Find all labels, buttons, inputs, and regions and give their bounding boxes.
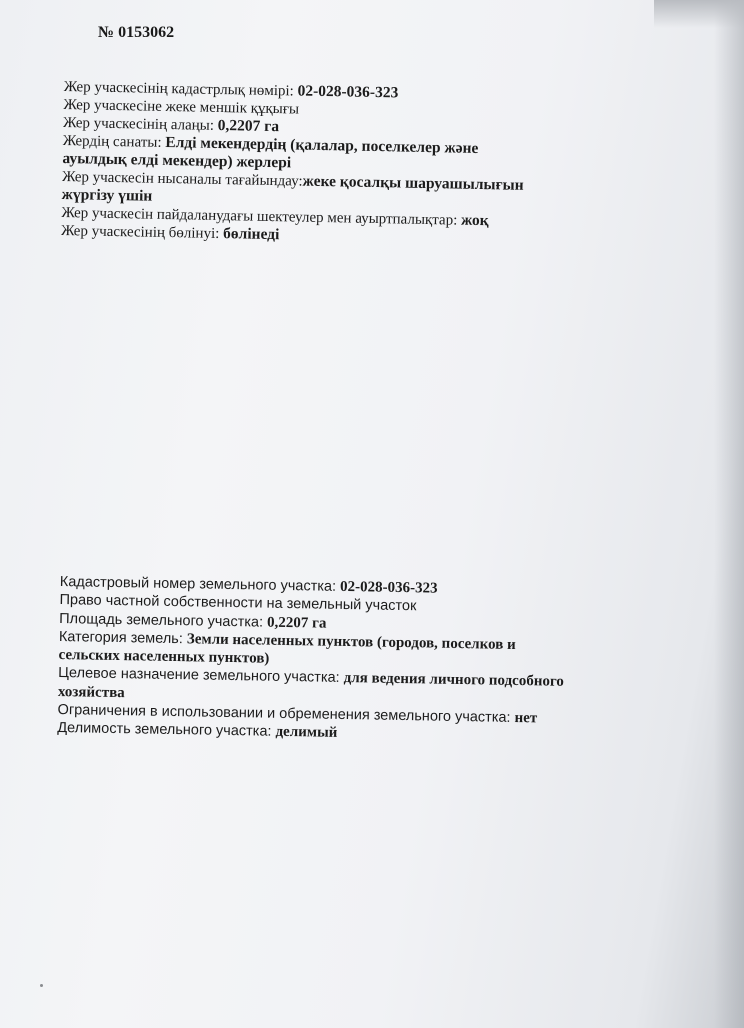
kz-divisibility-value: бөлінеді [222, 225, 280, 244]
ru-restrictions-label: Ограничения в использовании и обременения земельного участка: [57, 702, 515, 727]
ru-divisibility-label: Делимость земельного участка: [57, 720, 276, 741]
kz-area-value: 0,2207 га [217, 116, 280, 136]
kz-purpose-value-1: жеке қосалқы шаруашылығын [302, 172, 524, 194]
kz-purpose-value-2: жүргізу үшін [61, 185, 153, 205]
ru-category-value-1: Земли населенных пунктов (городов, поселков и [186, 631, 516, 653]
kz-restrictions-label: Жер учаскесін пайдаланудағы шектеулер мен ауыртпалықтар: [61, 204, 462, 229]
kz-category-value-1: Елді мекендердің (қалалар, поселкелер және [165, 133, 479, 157]
ru-purpose-value-2: хозяйства [57, 683, 125, 701]
document-number: № 0153062 [98, 24, 175, 41]
kz-restrictions-value: жоқ [460, 211, 489, 230]
kz-cadastral-value: 02-028-036-323 [297, 82, 399, 102]
ru-divisibility-value: делимый [275, 724, 338, 742]
ru-category-label: Категория земель: [58, 628, 188, 648]
kazakh-section [61, 78, 664, 251]
kz-area-label: Жер учаскесінің алаңы: [62, 114, 218, 134]
paper-speck [40, 984, 43, 987]
ru-restrictions-value: нет [514, 710, 538, 727]
ru-right-text: Право частной собственности на земельный участок [59, 592, 417, 615]
kz-category-label: Жердің санаты: [62, 132, 166, 151]
ru-cadastral-value: 02-028-036-323 [339, 578, 438, 597]
russian-section [57, 573, 700, 749]
ru-purpose-value-1: для ведения личного подсобного [343, 670, 564, 691]
ru-purpose-label: Целевое назначение земельного участка: [58, 665, 344, 687]
corner-shadow [654, 0, 744, 28]
ru-cadastral-label: Кадастровый номер земельного участка: [59, 573, 341, 595]
kz-category-value-2: ауылдық елді мекендер) жерлері [62, 149, 292, 172]
kz-right-text: Жер учаскесіне жеке меншік құқығы [63, 96, 300, 118]
ru-category-value-2: сельских населенных пунктов) [58, 647, 270, 667]
kz-divisibility-label: Жер учаскесінің бөлінуі: [60, 222, 224, 243]
ru-area-value: 0,2207 га [266, 614, 327, 632]
ru-area-label: Площадь земельного участка: [59, 610, 268, 631]
page-edge-shadow [714, 0, 744, 1028]
kz-cadastral-label: Жер учаскесінің кадастрлық нөмірі: [63, 78, 298, 100]
kz-purpose-label: Жер учаскесін нысаналы тағайындау: [61, 168, 303, 190]
